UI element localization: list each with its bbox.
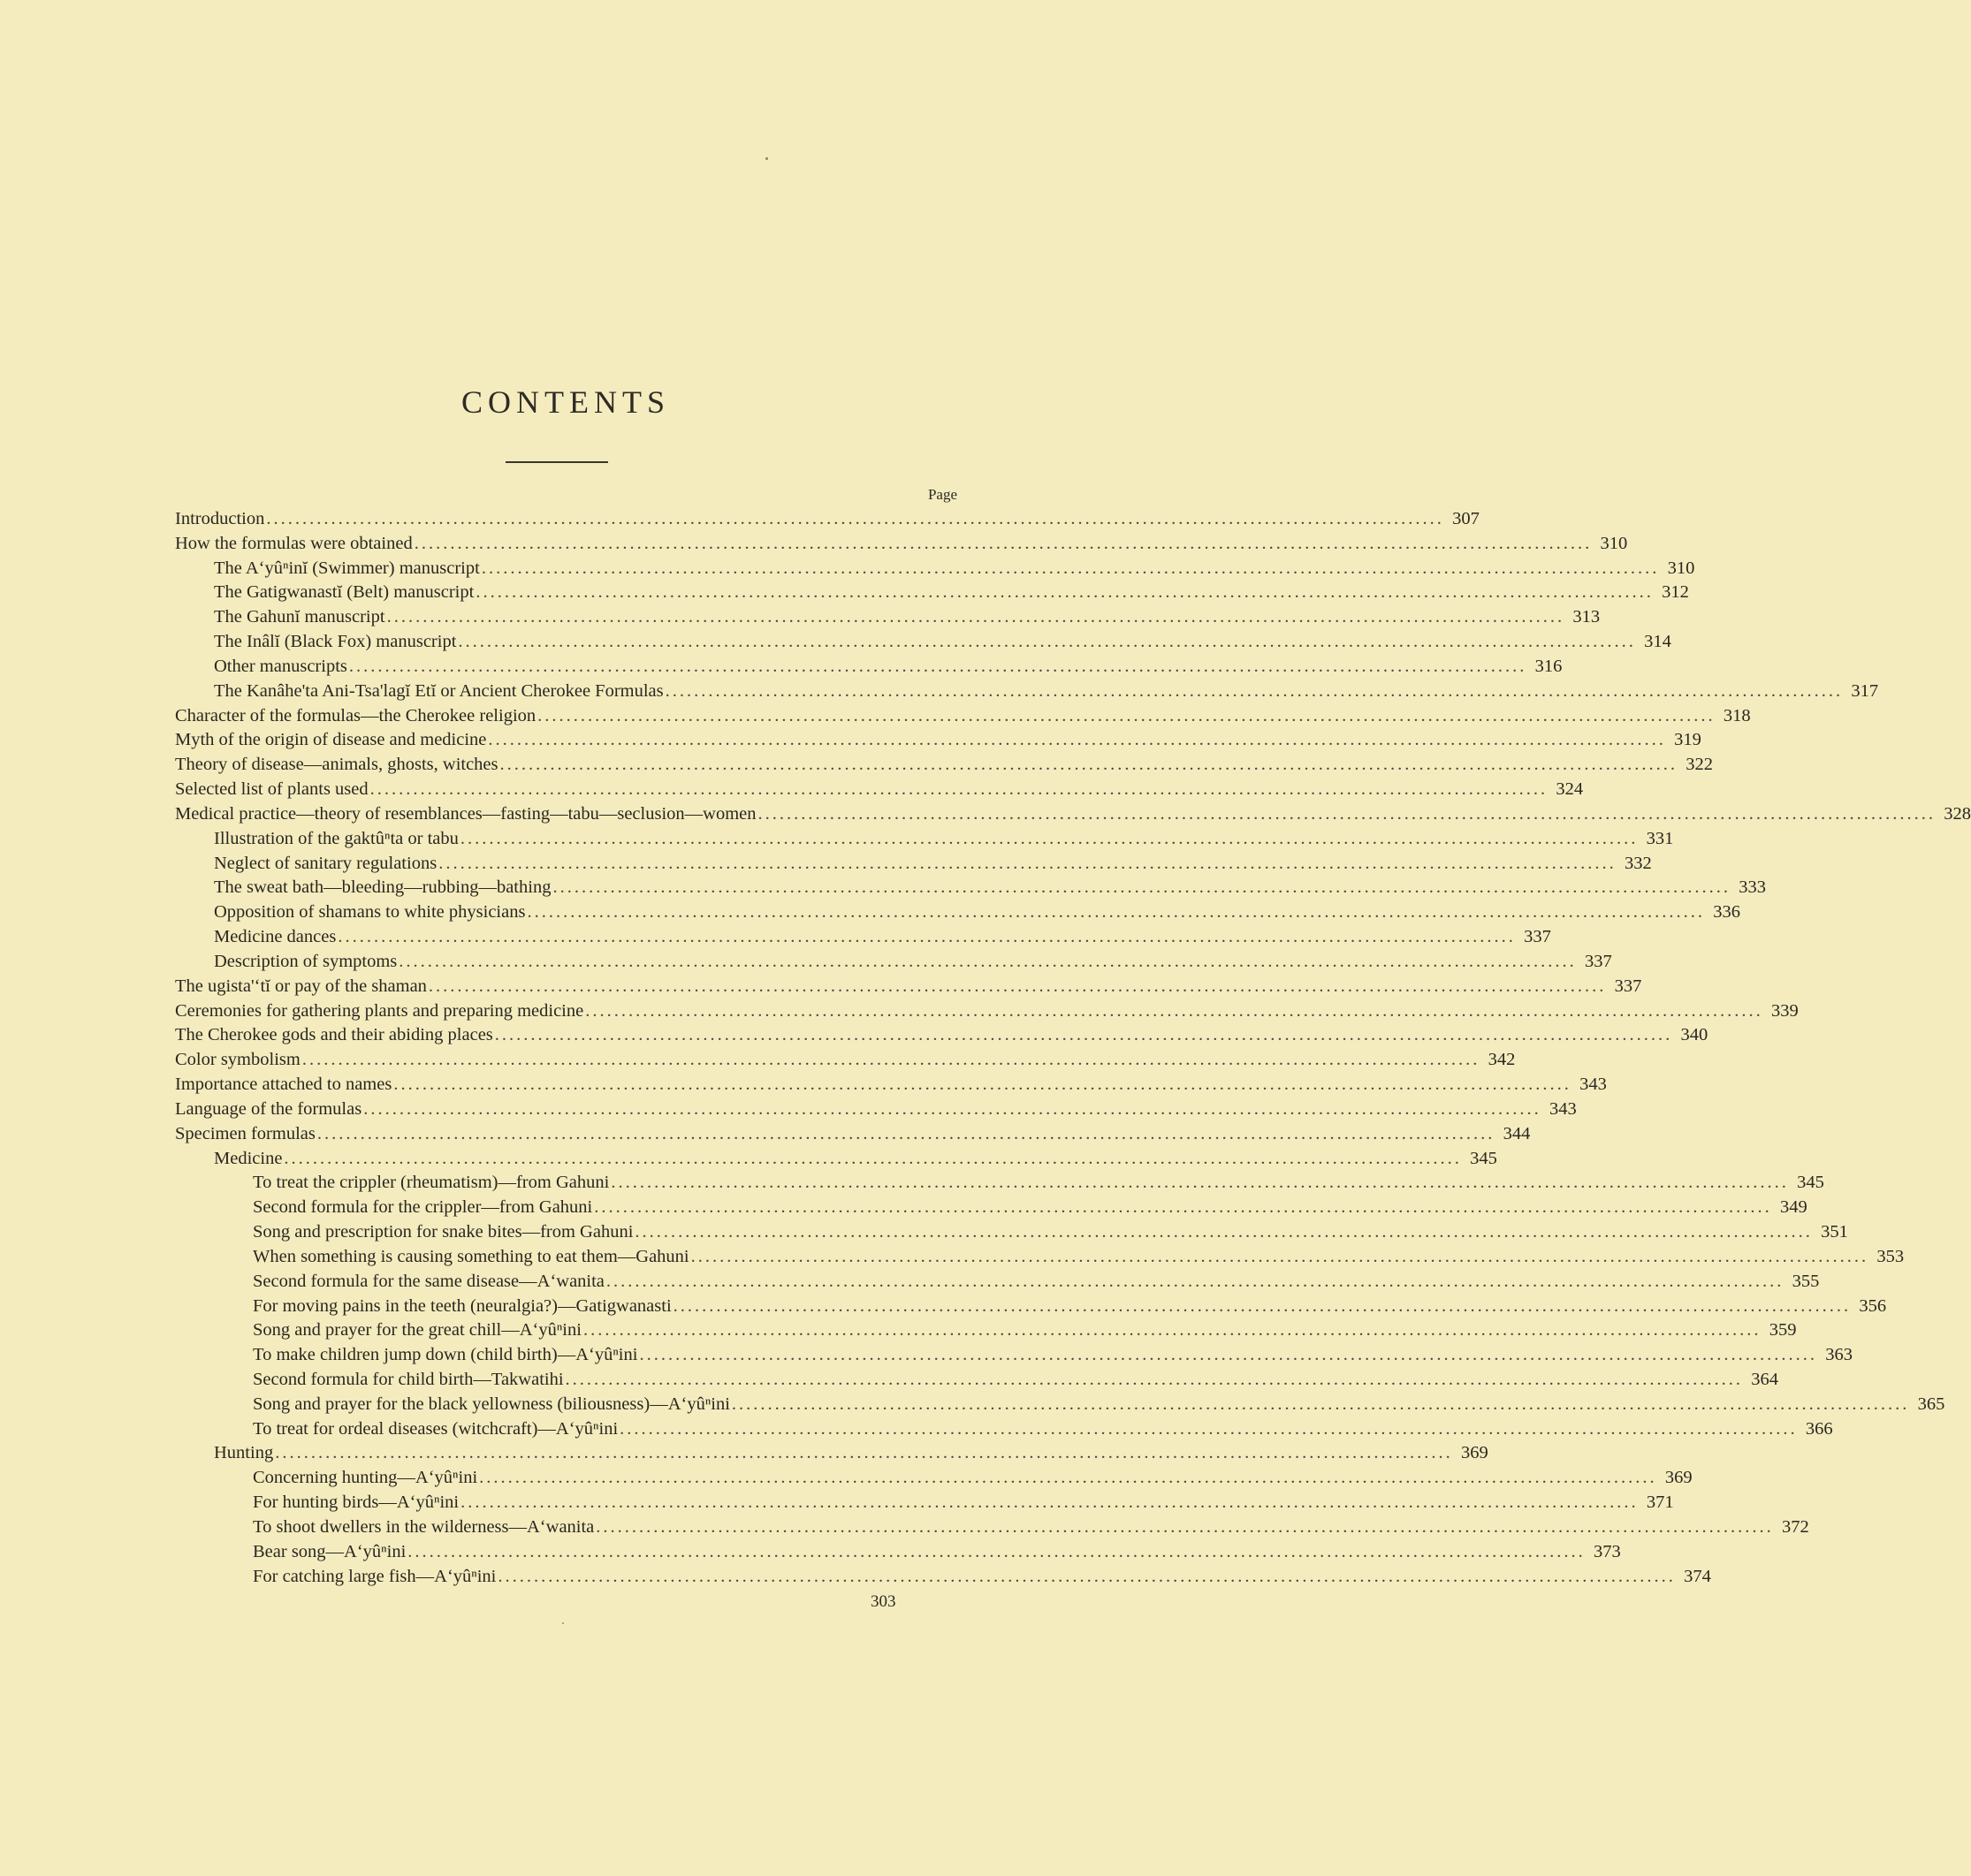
dot-leader: [566, 1368, 1744, 1393]
dot-leader: [620, 1417, 1798, 1442]
toc-entry-title: Specimen formulas: [175, 1123, 316, 1143]
toc-entry-page: 349: [1780, 1197, 1807, 1218]
dot-leader: [429, 975, 1607, 999]
toc-entry-title: Second formula for child birth—Takwatihi: [253, 1369, 564, 1389]
toc-entry-title: When something is causing something to eat them—Gahuni: [253, 1246, 689, 1266]
toc-entry: [175, 999, 1799, 1024]
toc-entry: [175, 1295, 1887, 1319]
dot-leader: [537, 704, 1716, 729]
toc-entry-title: Importance attached to names: [175, 1075, 392, 1095]
toc-entry: [175, 1220, 1848, 1245]
toc-entry-title: Description of symptoms: [214, 951, 398, 971]
toc-entry: [175, 1270, 1820, 1295]
toc-entry-page: 364: [1751, 1369, 1779, 1389]
toc-entry-page: 337: [1614, 976, 1642, 996]
toc-entry: [175, 605, 1601, 630]
dot-leader: [393, 1073, 1571, 1097]
toc-entry-title: The Kanâhe'ta Ani-Tsa'lagĭ Etĭ or Ancient Cherokee Formulas: [214, 680, 664, 701]
toc-entry-title: Myth of the origin of disease and medicine: [175, 730, 487, 750]
dot-leader: [673, 1295, 1852, 1319]
toc-entry-page: 343: [1549, 1098, 1577, 1119]
toc-entry: [175, 950, 1612, 975]
toc-entry-title: Bear song—A‘yûⁿini: [253, 1541, 407, 1561]
page-speck: [765, 157, 768, 160]
dot-leader: [275, 1441, 1453, 1466]
toc-entry-title: The Gatigwanastĭ (Belt) manuscript: [214, 582, 475, 603]
toc-entry-page: 343: [1579, 1075, 1607, 1095]
toc-entry-page: 310: [1600, 533, 1628, 553]
page-column-header: Page: [927, 486, 957, 503]
toc-entry-title: Song and prayer for the great chill—A‘yûⁿini: [253, 1320, 582, 1341]
toc-entry-title: For catching large fish—A‘yûⁿini: [253, 1566, 497, 1586]
dot-leader: [482, 557, 1660, 581]
toc-entry: [175, 1491, 1674, 1515]
toc-entry: [175, 704, 1751, 729]
toc-entry-page: 353: [1876, 1246, 1905, 1266]
toc-entry: [175, 1540, 1621, 1565]
toc-entry-page: 333: [1739, 877, 1766, 898]
dot-leader: [317, 1122, 1495, 1147]
toc-entry: [175, 1097, 1577, 1122]
dot-leader: [596, 1515, 1774, 1540]
toc-entry: [175, 1073, 1607, 1097]
toc-entry-title: Medical practice—theory of resemblances—fasting—tabu—seclusion—women: [175, 803, 757, 824]
toc-entry-title: For hunting birds—A‘yûⁿini: [253, 1492, 460, 1513]
toc-entry-page: 359: [1769, 1320, 1797, 1341]
toc-entry-title: To shoot dwellers in the wilderness—A‘wanita: [253, 1516, 595, 1537]
dot-leader: [338, 925, 1516, 950]
toc-entry: [175, 876, 1766, 900]
toc-entry-title: Second formula for the crippler—from Gahuni: [253, 1197, 593, 1218]
toc-entry: [175, 1441, 1488, 1466]
toc-entry-page: 337: [1524, 927, 1551, 947]
dot-leader: [691, 1245, 1869, 1270]
dot-leader: [302, 1048, 1480, 1073]
toc-entry-title: The Gahunĭ manuscript: [214, 607, 385, 627]
dot-leader: [500, 753, 1678, 778]
dot-leader: [349, 655, 1527, 680]
toc-entry: [175, 680, 1879, 704]
toc-entry-title: The A‘yûⁿinĭ (Swimmer) manuscript: [214, 558, 480, 578]
toc-entry: [175, 852, 1652, 877]
dot-leader: [635, 1220, 1813, 1245]
toc-entry-page: 345: [1797, 1173, 1824, 1193]
toc-entry-title: Language of the formulas: [175, 1098, 362, 1119]
toc-entry: [175, 827, 1674, 852]
toc-entry-title: Neglect of sanitary regulations: [214, 853, 438, 873]
toc-entry-title: Medicine dances: [214, 927, 337, 947]
toc-entry: [175, 1318, 1797, 1343]
toc-entry: [175, 1023, 1708, 1048]
dot-leader: [415, 532, 1593, 557]
toc-entry-title: Other manuscripts: [214, 656, 347, 676]
table-of-contents: [175, 507, 1971, 1589]
toc-entry-page: 363: [1825, 1345, 1853, 1365]
toc-entry-title: To treat for ordeal diseases (witchcraft)—A‘yûⁿini: [253, 1418, 619, 1439]
toc-entry: [175, 1048, 1516, 1073]
dot-leader: [407, 1540, 1586, 1565]
toc-entry-page: 317: [1851, 680, 1879, 701]
toc-entry-title: For moving pains in the teeth (neuralgia?)—Gatigwanasti: [253, 1295, 672, 1316]
toc-entry-page: 340: [1680, 1025, 1708, 1045]
toc-entry: [175, 557, 1695, 581]
dot-leader: [488, 728, 1666, 753]
dot-leader: [606, 1270, 1785, 1295]
toc-entry-title: Second formula for the same disease—A‘wanita: [253, 1271, 605, 1291]
toc-entry-page: 351: [1821, 1222, 1848, 1242]
toc-entry: [175, 1147, 1497, 1172]
toc-entry-title: Concerning hunting—A‘yûⁿini: [253, 1468, 478, 1488]
toc-entry: [175, 1565, 1711, 1590]
toc-entry-title: To make children jump down (child birth)—A‘yûⁿini: [253, 1345, 638, 1365]
dot-leader: [758, 802, 1937, 827]
dot-leader: [552, 876, 1731, 900]
dot-leader: [438, 852, 1617, 877]
page-number: 303: [871, 1592, 896, 1611]
toc-entry: [175, 1245, 1905, 1270]
dot-leader: [387, 605, 1565, 630]
toc-entry-page: 331: [1646, 828, 1674, 848]
toc-entry: [175, 925, 1551, 950]
toc-entry-title: The sweat bath—bleeding—rubbing—bathing: [214, 877, 552, 898]
toc-entry-title: The Cherokee gods and their abiding places: [175, 1025, 493, 1045]
toc-entry-page: 371: [1646, 1492, 1674, 1513]
title-rule: [506, 461, 608, 463]
toc-entry: [175, 1122, 1531, 1147]
dot-leader: [611, 1171, 1789, 1196]
dot-leader: [732, 1393, 1910, 1417]
toc-entry-page: 313: [1572, 607, 1601, 627]
dot-leader: [498, 1565, 1676, 1590]
toc-entry: [175, 581, 1689, 605]
toc-entry-page: 324: [1556, 779, 1584, 800]
dot-leader: [370, 778, 1549, 802]
toc-entry: [175, 1393, 1945, 1417]
toc-entry: [175, 900, 1740, 925]
dot-leader: [460, 1491, 1639, 1515]
toc-entry-page: 339: [1770, 1000, 1799, 1021]
page-speck: [562, 1622, 564, 1624]
toc-entry-page: 369: [1664, 1468, 1693, 1488]
toc-entry-page: 328: [1944, 803, 1971, 824]
toc-entry-title: Character of the formulas—the Cherokee religion: [175, 705, 537, 725]
dot-leader: [527, 900, 1705, 925]
toc-entry-page: 337: [1585, 951, 1612, 971]
dot-leader: [284, 1147, 1462, 1172]
toc-entry-page: 373: [1594, 1541, 1621, 1561]
toc-entry-title: Selected list of plants used: [175, 779, 369, 800]
toc-entry-page: 310: [1667, 558, 1695, 578]
toc-entry-page: 365: [1917, 1394, 1945, 1414]
toc-entry-title: How the formulas were obtained: [175, 533, 413, 553]
toc-entry-page: 372: [1782, 1516, 1809, 1537]
toc-entry-title: To treat the crippler (rheumatism)—from Gahuni: [253, 1173, 610, 1193]
dot-leader: [458, 630, 1636, 655]
toc-entry: [175, 655, 1563, 680]
toc-entry-page: 345: [1470, 1148, 1497, 1168]
toc-entry-title: Medicine: [214, 1148, 283, 1168]
dot-leader: [594, 1196, 1772, 1220]
toc-entry: [175, 1466, 1693, 1491]
page-title: CONTENTS: [461, 384, 670, 420]
toc-entry-page: 314: [1644, 632, 1671, 652]
dot-leader: [583, 1318, 1762, 1343]
toc-entry: [175, 778, 1584, 802]
toc-entry: [175, 1171, 1824, 1196]
dot-leader: [363, 1097, 1541, 1122]
toc-entry: [175, 753, 1714, 778]
dot-leader: [585, 999, 1763, 1024]
toc-entry-page: 356: [1859, 1295, 1887, 1316]
toc-entry-title: Ceremonies for gathering plants and preparing medicine: [175, 1000, 584, 1021]
toc-entry-page: 374: [1684, 1566, 1711, 1586]
toc-entry-page: 332: [1624, 853, 1652, 873]
toc-entry: [175, 630, 1671, 655]
toc-entry-page: 307: [1452, 509, 1480, 528]
toc-entry: [175, 532, 1628, 557]
toc-entry-title: The ugista'‘tĭ or pay of the shaman: [175, 976, 427, 996]
toc-entry-page: 366: [1805, 1418, 1833, 1439]
toc-entry: [175, 1368, 1779, 1393]
toc-entry-page: 322: [1686, 755, 1714, 775]
toc-entry-title: The Inâlĭ (Black Fox) manuscript: [214, 632, 457, 652]
toc-entry-title: Color symbolism: [175, 1050, 301, 1070]
dot-leader: [639, 1343, 1817, 1368]
toc-entry: [175, 802, 1971, 827]
toc-entry-page: 355: [1792, 1271, 1820, 1291]
toc-entry: [175, 975, 1642, 999]
toc-entry-page: 318: [1723, 705, 1751, 725]
toc-entry: [175, 728, 1701, 753]
toc-entry-title: Song and prescription for snake bites—from Gahuni: [253, 1222, 634, 1242]
toc-entry-page: 342: [1488, 1050, 1516, 1070]
dot-leader: [266, 507, 1444, 532]
dot-leader: [666, 680, 1844, 704]
toc-entry-title: Theory of disease—animals, ghosts, witches: [175, 755, 498, 775]
dot-leader: [479, 1466, 1657, 1491]
toc-entry-page: 344: [1503, 1123, 1531, 1143]
toc-entry: [175, 1343, 1853, 1368]
toc-entry-title: Hunting: [214, 1443, 274, 1463]
toc-entry-title: Introduction: [175, 509, 265, 528]
toc-entry: [175, 1417, 1833, 1442]
toc-entry-page: 316: [1534, 656, 1563, 676]
toc-entry: [175, 1515, 1809, 1540]
dot-leader: [476, 581, 1654, 605]
toc-entry: [175, 507, 1480, 532]
toc-entry-title: Song and prayer for the black yellowness (biliousness)—A‘yûⁿini: [253, 1394, 730, 1414]
toc-entry-page: 312: [1662, 582, 1689, 603]
dot-leader: [399, 950, 1577, 975]
toc-entry-page: 319: [1674, 730, 1701, 750]
toc-entry-page: 336: [1713, 902, 1740, 923]
dot-leader: [460, 827, 1639, 852]
toc-entry-title: Opposition of shamans to white physicians: [214, 902, 526, 923]
toc-entry: [175, 1196, 1807, 1220]
toc-entry-title: Illustration of the gaktûⁿta or tabu: [214, 828, 459, 848]
dot-leader: [495, 1023, 1673, 1048]
toc-entry-page: 369: [1460, 1443, 1488, 1463]
